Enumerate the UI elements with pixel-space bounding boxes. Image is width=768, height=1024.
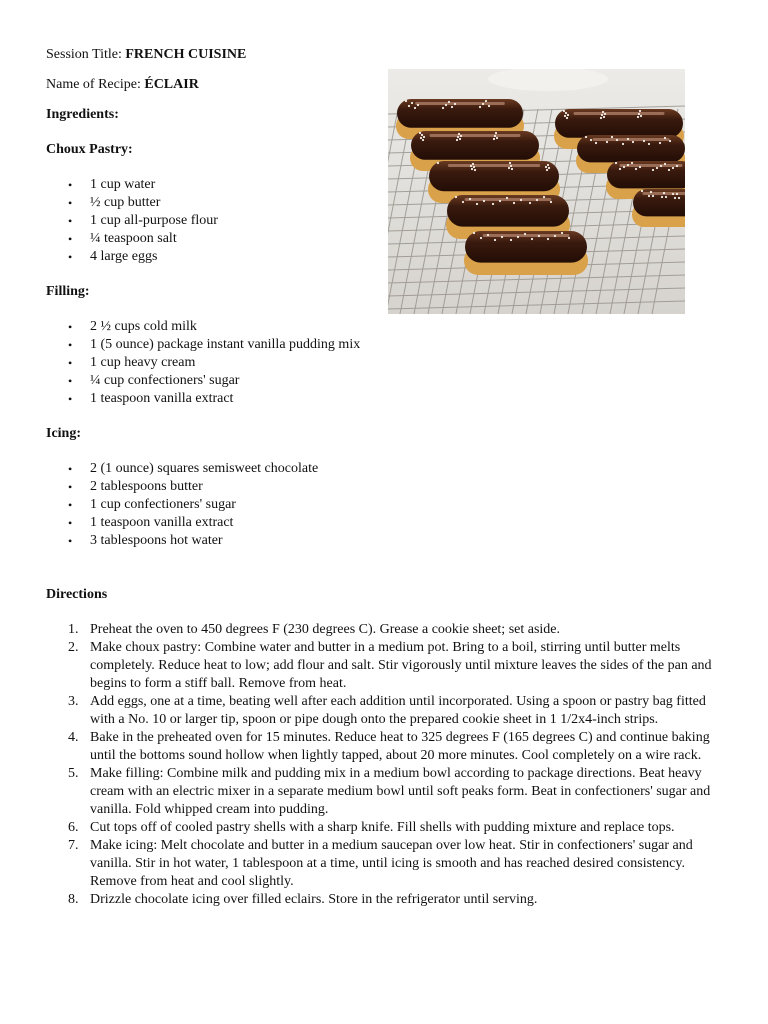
step-text: Make choux pastry: Combine water and butter in a medium pot. Bring to a boil, stirring until butter melts completely. Reduce heat to low; add flour and salt. Stir vigorously until mixture leaves the sides of the pan and begins to form a stiff ball. Remove from heat.	[90, 640, 712, 691]
session-title-line	[46, 46, 726, 64]
salt-flake	[566, 117, 568, 119]
salt-flake	[474, 169, 476, 171]
step-number: 1.	[68, 622, 79, 637]
eclair-shine	[415, 102, 505, 105]
list-item: • 3 tablespoons hot water	[46, 532, 726, 550]
salt-flake	[494, 135, 496, 137]
salt-flake	[482, 103, 484, 105]
salt-flake	[659, 142, 661, 144]
salt-flake	[456, 139, 458, 141]
salt-flake	[590, 139, 592, 141]
salt-flake	[414, 107, 416, 109]
salt-flake	[637, 116, 639, 118]
direction-step	[46, 819, 724, 837]
list-item: • ½ cup butter	[46, 194, 726, 212]
list-item: • 4 large eggs	[46, 248, 726, 266]
salt-flake	[622, 143, 624, 145]
step-text: Make icing: Melt chocolate and butter in a medium saucepan over low heat. Stir in confectioners' sugar and vanilla. Stir in hot water, 1 tablespoon at a time, until icing is smooth and has reached desired consistency. Remove from heat and cool slightly.	[90, 838, 693, 889]
salt-flake	[417, 104, 419, 106]
list-item: • 2 ½ cups cold milk	[46, 318, 726, 336]
salt-flake	[538, 235, 540, 237]
salt-flake	[660, 165, 662, 167]
salt-flake	[405, 100, 407, 102]
salt-flake	[448, 101, 450, 103]
salt-flake	[459, 138, 461, 140]
step-number: 3.	[68, 694, 79, 709]
salt-flake	[492, 203, 494, 205]
list-item: • ¼ teaspoon salt	[46, 230, 726, 248]
salt-flake	[648, 195, 650, 197]
step-number: 5.	[68, 766, 79, 781]
salt-flake	[460, 135, 462, 137]
salt-flake	[565, 112, 567, 114]
salt-flake	[480, 237, 482, 239]
salt-flake	[469, 198, 471, 200]
salt-flake	[494, 239, 496, 241]
eclair-shine	[448, 164, 540, 167]
salt-flake	[665, 196, 667, 198]
recipe-name-value: ÉCLAIR	[144, 77, 199, 92]
step-text: Make filling: Combine milk and pudding mix in a medium bowl according to package directions. Beat heavy cream with an electric mixer in a separate medium bowl until soft peaks form. Beat in confectioners' sugar and vanilla. Fold whipped cream into pudding.	[90, 766, 711, 817]
salt-flake	[423, 136, 425, 138]
directions-list	[46, 621, 724, 909]
eclair	[464, 231, 588, 275]
salt-flake	[547, 164, 549, 166]
salt-flake	[640, 115, 642, 117]
salt-flake	[616, 139, 618, 141]
list-item: • 1 cup water	[46, 176, 726, 194]
salt-flake	[678, 197, 680, 199]
list-item: • 1 cup heavy cream	[46, 354, 726, 372]
salt-flake	[639, 166, 641, 168]
direction-step	[46, 693, 724, 729]
salt-flake	[600, 117, 602, 119]
salt-flake	[471, 168, 473, 170]
salt-flake	[483, 200, 485, 202]
eclair	[632, 189, 685, 227]
salt-flake	[442, 107, 444, 109]
salt-flake	[661, 196, 663, 198]
ingredients-heading: Ingredients:	[46, 107, 119, 122]
salt-flake	[601, 114, 603, 116]
salt-flake	[656, 167, 658, 169]
salt-flake	[457, 136, 459, 138]
filling-heading: Filling:	[46, 284, 90, 299]
salt-flake	[627, 138, 629, 140]
salt-flake	[635, 168, 637, 170]
session-title-label: Session Title:	[46, 47, 122, 62]
salt-flake	[603, 116, 605, 118]
salt-flake	[476, 203, 478, 205]
filling-list	[46, 318, 726, 408]
salt-flake	[639, 110, 641, 112]
salt-flake	[631, 162, 633, 164]
direction-step	[46, 639, 724, 693]
salt-flake	[595, 142, 597, 144]
salt-flake	[585, 136, 587, 138]
salt-flake	[472, 163, 474, 165]
salt-flake	[564, 115, 566, 117]
salt-flake	[520, 199, 522, 201]
salt-flake	[652, 169, 654, 171]
salt-flake	[669, 140, 671, 142]
salt-flake	[421, 134, 423, 136]
salt-flake	[548, 167, 550, 169]
salt-flake	[638, 113, 640, 115]
salt-flake	[627, 164, 629, 166]
salt-flake	[531, 238, 533, 240]
salt-flake	[509, 162, 511, 164]
salt-flake	[455, 196, 457, 198]
salt-flake	[632, 141, 634, 143]
salt-flake	[496, 137, 498, 139]
icing-list	[46, 460, 726, 550]
salt-flake	[623, 166, 625, 168]
salt-flake	[454, 103, 456, 105]
salt-flake	[458, 133, 460, 135]
list-item: • 1 teaspoon vanilla extract	[46, 514, 726, 532]
direction-step	[46, 837, 724, 891]
salt-flake	[499, 200, 501, 202]
salt-flake	[615, 162, 617, 164]
icing-heading: Icing:	[46, 426, 81, 441]
salt-flake	[479, 106, 481, 108]
salt-flake	[674, 197, 676, 199]
salt-flake	[561, 232, 563, 234]
session-title-value: FRENCH CUISINE	[125, 47, 247, 62]
salt-flake	[451, 106, 453, 108]
salt-flake	[517, 236, 519, 238]
salt-flake	[473, 166, 475, 168]
step-text: Cut tops off of cooled pastry shells with a sharp knife. Fill shells with pudding mixture and replace tops.	[90, 820, 675, 835]
list-item: • 1 (5 ounce) package instant vanilla pudding mix	[46, 336, 726, 354]
step-text: Add eggs, one at a time, beating well after each addition until incorporated. Using a spoon or pastry bag fitted with a No. 10 or larger tip, spoon or pipe dough onto the prepared cookie sheet in 1 1/2x4-inch strips.	[90, 694, 706, 727]
salt-flake	[676, 193, 678, 195]
salt-flake	[672, 167, 674, 169]
list-item: • 1 teaspoon vanilla extract	[46, 390, 726, 408]
salt-flake	[506, 197, 508, 199]
salt-flake	[495, 132, 497, 134]
salt-flake	[543, 196, 545, 198]
list-item: • 2 (1 ounce) squares semisweet chocolate	[46, 460, 726, 478]
eclair-shine	[574, 112, 665, 115]
salt-flake	[529, 202, 531, 204]
step-number: 4.	[68, 730, 79, 745]
salt-flake	[536, 199, 538, 201]
salt-flake	[554, 235, 556, 237]
list-item: • ¼ cup confectioners' sugar	[46, 372, 726, 390]
salt-flake	[411, 102, 413, 104]
salt-flake	[648, 143, 650, 145]
salt-flake	[510, 165, 512, 167]
salt-flake	[663, 192, 665, 194]
salt-flake	[672, 193, 674, 195]
salt-flake	[568, 237, 570, 239]
eclair-photo-illustration	[388, 69, 685, 314]
salt-flake	[462, 201, 464, 203]
salt-flake	[493, 138, 495, 140]
salt-flake	[567, 114, 569, 116]
salt-flake	[485, 100, 487, 102]
directions-heading: Directions	[46, 587, 108, 602]
list-item: • 1 cup confectioners' sugar	[46, 496, 726, 514]
salt-flake	[664, 137, 666, 139]
salt-flake	[511, 168, 513, 170]
salt-flake	[445, 104, 447, 106]
salt-flake	[546, 169, 548, 171]
salt-flake	[437, 162, 439, 164]
salt-flake	[488, 105, 490, 107]
salt-flake	[513, 202, 515, 204]
salt-flake	[510, 239, 512, 241]
recipe-name-label: Name of Recipe:	[46, 77, 141, 92]
salt-flake	[668, 169, 670, 171]
eclair-shine	[430, 134, 521, 137]
direction-step	[46, 621, 724, 639]
direction-step	[46, 729, 724, 765]
salt-flake	[408, 105, 410, 107]
list-item: • 2 tablespoons butter	[46, 478, 726, 496]
salt-flake	[650, 191, 652, 193]
salt-flake	[611, 136, 613, 138]
salt-flake	[420, 137, 422, 139]
salt-flake	[619, 168, 621, 170]
salt-flake	[641, 190, 643, 192]
step-number: 8.	[68, 892, 79, 907]
salt-flake	[470, 165, 472, 167]
salt-flake	[550, 201, 552, 203]
salt-flake	[604, 113, 606, 115]
salt-flake	[602, 111, 604, 113]
step-number: 6.	[68, 820, 79, 835]
salt-flake	[419, 132, 421, 134]
salt-flake	[487, 234, 489, 236]
step-text: Drizzle chocolate icing over filled eclairs. Store in the refrigerator until serving.	[90, 892, 538, 907]
choux-pastry-heading: Choux Pastry:	[46, 142, 133, 157]
step-number: 7.	[68, 838, 79, 853]
step-text: Preheat the oven to 450 degrees F (230 degrees C). Grease a cookie sheet; set aside.	[90, 622, 561, 637]
salt-flake	[652, 195, 654, 197]
salt-flake	[473, 232, 475, 234]
salt-flake	[664, 163, 666, 165]
direction-step	[46, 891, 724, 909]
salt-flake	[547, 238, 549, 240]
eclair-shine	[593, 138, 670, 141]
salt-flake	[676, 165, 678, 167]
salt-flake	[508, 167, 510, 169]
salt-flake	[545, 166, 547, 168]
list-item: • 1 cup all-purpose flour	[46, 212, 726, 230]
salt-flake	[606, 141, 608, 143]
salt-flake	[643, 140, 645, 142]
step-number: 2.	[68, 640, 79, 655]
salt-flake	[501, 236, 503, 238]
step-text: Bake in the preheated oven for 15 minutes. Reduce heat to 325 degrees F (165 degrees C) and continue baking until the bottoms sound hollow when lightly tapped, about 20 more minutes. Cool completely on a wire rack.	[90, 730, 710, 763]
salt-flake	[563, 110, 565, 112]
salt-flake	[524, 233, 526, 235]
direction-step	[46, 765, 724, 819]
eclair-photo	[388, 69, 685, 314]
salt-flake	[422, 139, 424, 141]
